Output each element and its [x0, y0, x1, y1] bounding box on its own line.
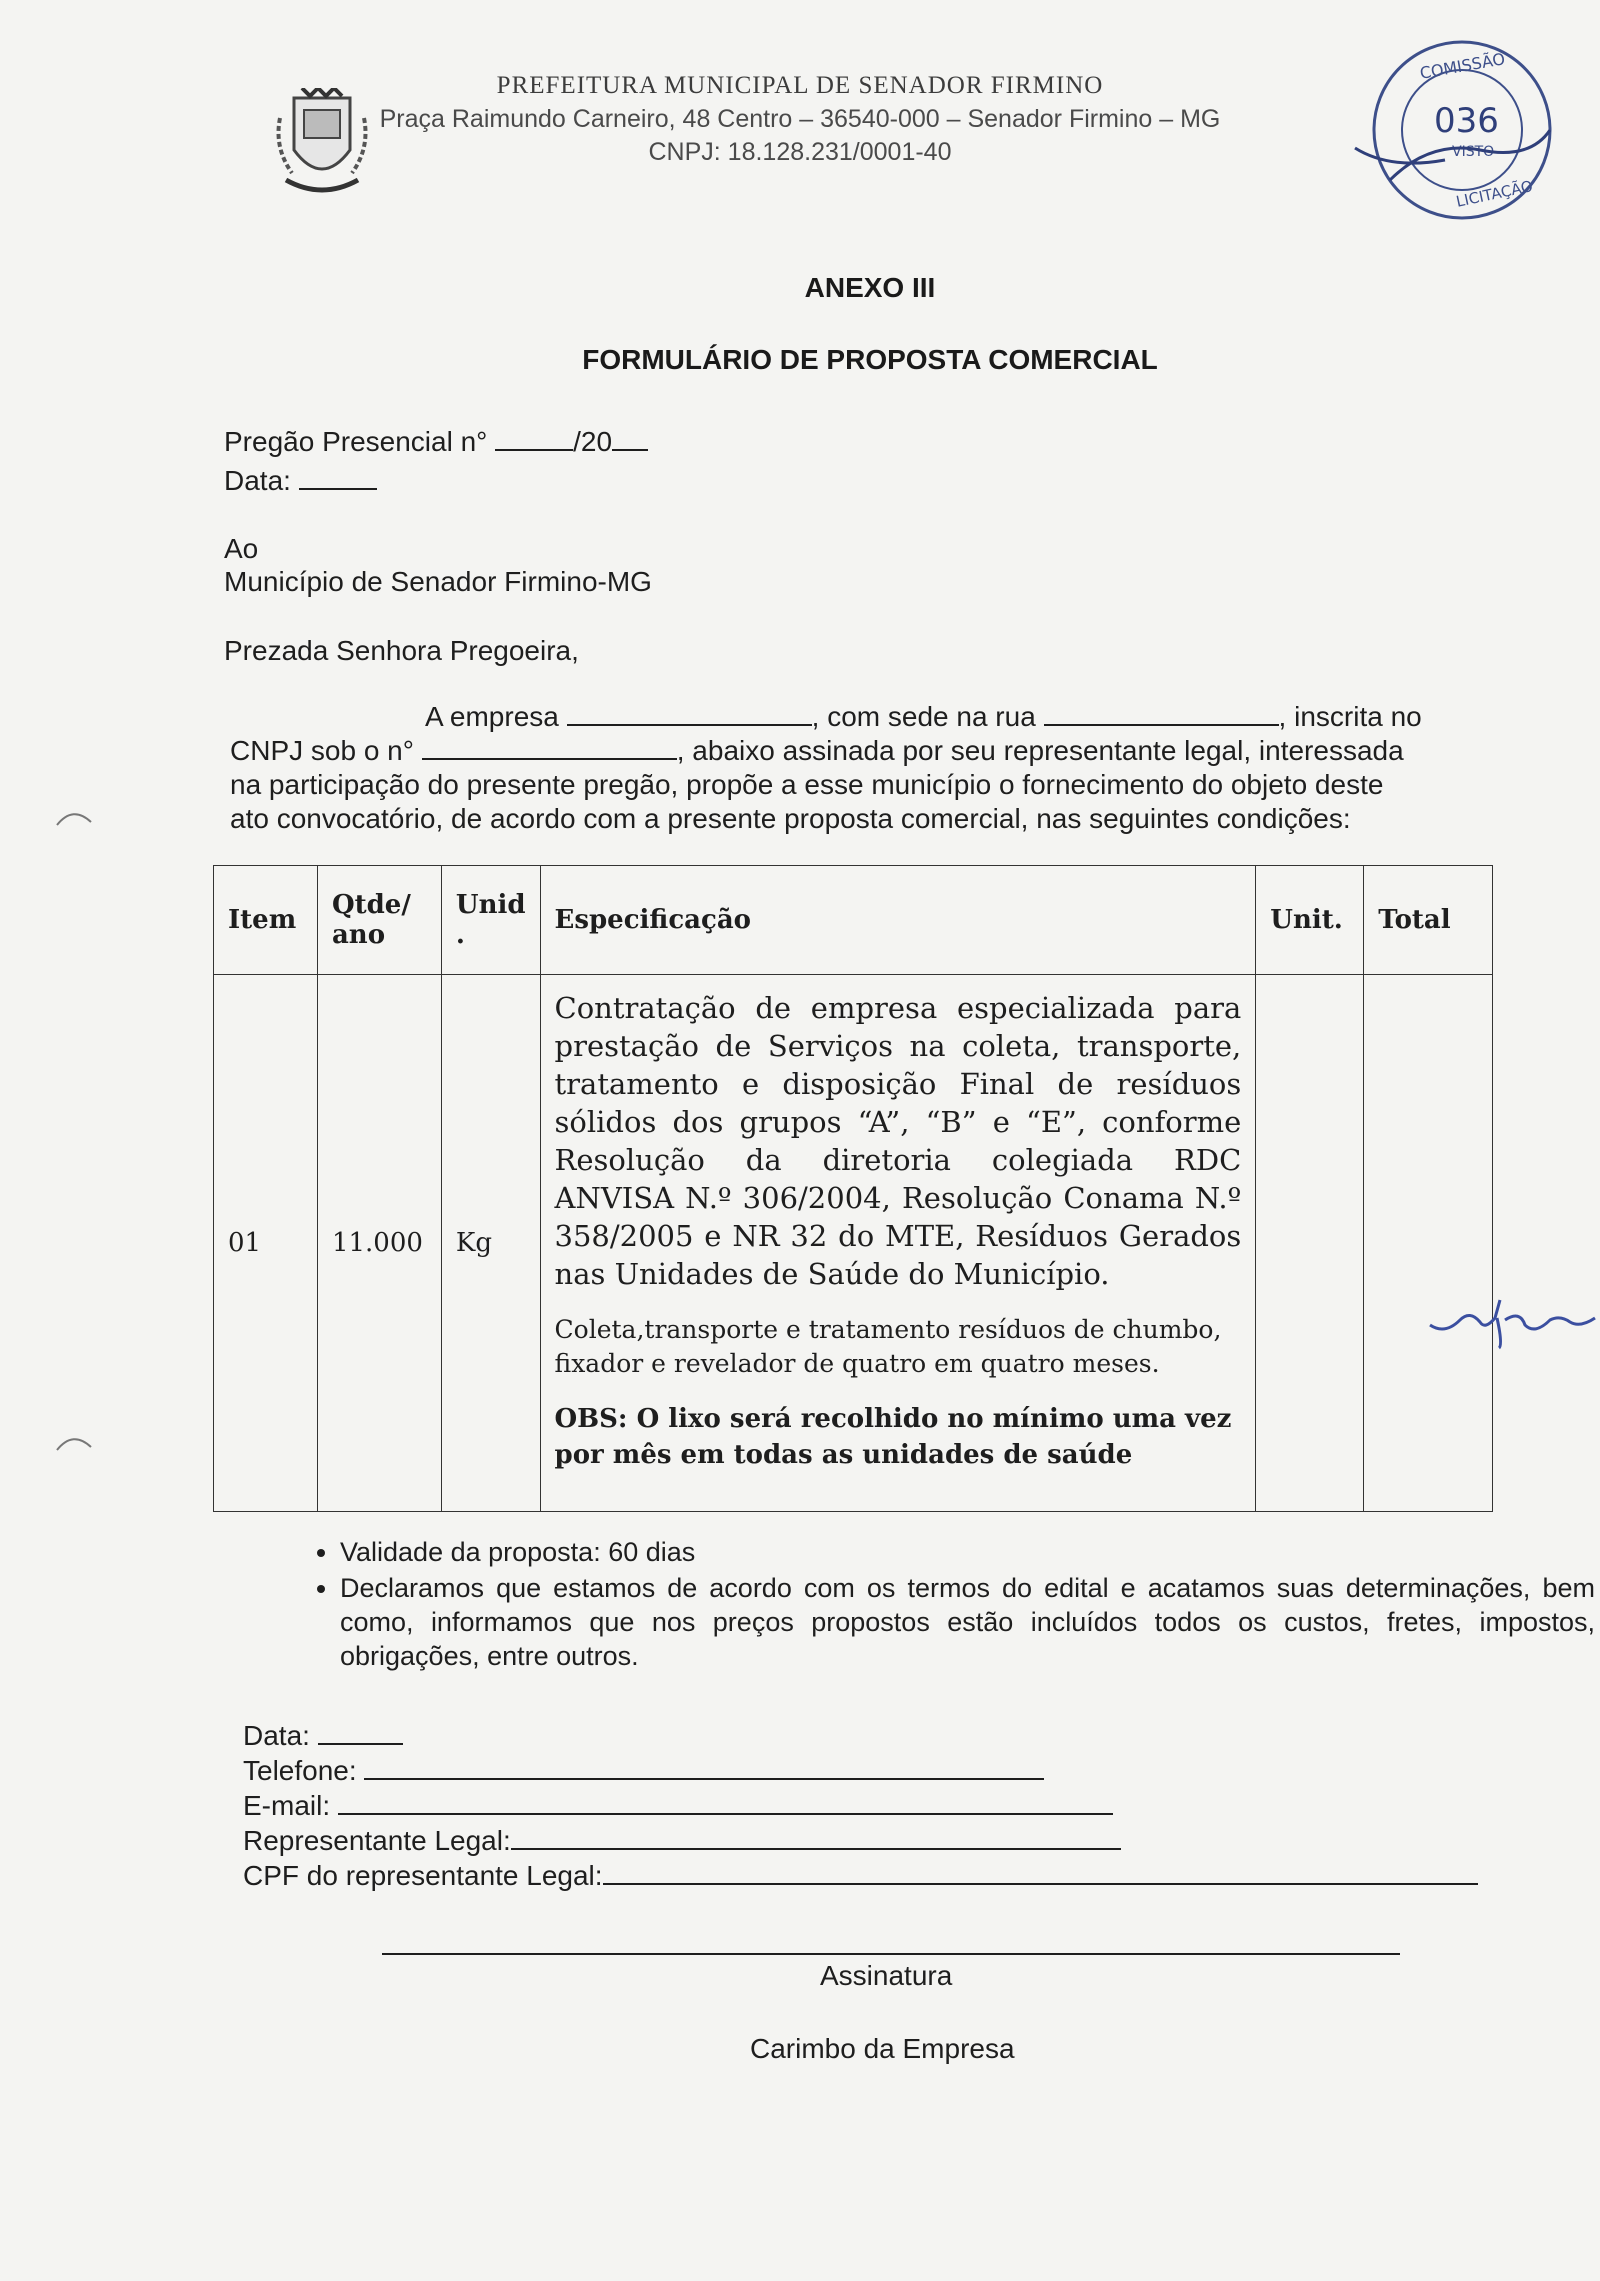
- conditions-list: [285, 1535, 1595, 1675]
- pregao-field: [224, 426, 648, 458]
- intro-inscrita: , inscrita no: [1278, 701, 1422, 732]
- footer-date-label: Data:: [243, 1720, 310, 1751]
- letterhead-cnpj: CNPJ: 18.128.231/0001-40: [648, 138, 952, 166]
- cell-item: 01: [214, 975, 318, 1512]
- margin-mark-icon: [55, 1425, 95, 1455]
- footer-date-blank[interactable]: [318, 1742, 403, 1745]
- intro-line3: na participação do presente pregão, propõe a esse município o fornecimento do objeto deste: [230, 769, 1384, 800]
- footer-representative-field: [243, 1825, 1121, 1857]
- form-title: FORMULÁRIO DE PROPOSTA COMERCIAL: [582, 344, 1158, 375]
- proposal-table: [213, 865, 1493, 1512]
- cell-unid: Kg: [441, 975, 540, 1512]
- footer-email-blank[interactable]: [338, 1812, 1113, 1815]
- header-spec: Especificação: [540, 866, 1256, 975]
- header-total: Total: [1364, 866, 1493, 975]
- spec-second-text: Coleta,transporte e tratamento resíduos de chumbo, fixador e revelador de quatro em quatro meses.: [554, 1315, 1222, 1378]
- condition-validity: • Validade da proposta: 60 dias: [340, 1535, 1595, 1569]
- addressee-line1: Ao: [224, 533, 259, 564]
- intro-com-sede: , com sede na rua: [811, 701, 1036, 732]
- intro-paragraph: [230, 700, 1520, 836]
- stamp-bottom-text: LICITAÇÃO: [1454, 177, 1535, 211]
- footer-phone-blank[interactable]: [364, 1777, 1044, 1780]
- signature-label: Assinatura: [820, 1960, 953, 1991]
- header-qtde: Qtde/ ano: [317, 866, 441, 975]
- handwritten-initials: [1425, 1290, 1600, 1350]
- intro-line4: ato convocatório, de acordo com a presente proposta comercial, nas seguintes condições:: [230, 803, 1351, 834]
- spec-obs-text: OBS: O lixo será recolhido no mínimo uma vez por mês em todas as unidades de saúde: [554, 1404, 1232, 1470]
- cell-total[interactable]: [1364, 975, 1493, 1512]
- table-header-row: [214, 866, 1493, 975]
- date-blank[interactable]: [299, 487, 377, 490]
- footer-phone-label: Telefone:: [243, 1755, 357, 1786]
- stamp-top-text: COMISSÃO: [1418, 49, 1507, 83]
- annex-heading: ANEXO III: [804, 272, 936, 303]
- stamp-number: 036: [1434, 101, 1499, 141]
- footer-representative-blank[interactable]: [511, 1847, 1121, 1850]
- letterhead-title: PREFEITURA MUNICIPAL DE SENADOR FIRMINO: [496, 72, 1104, 99]
- footer-cpf-label: CPF do representante Legal:: [243, 1860, 603, 1891]
- signature-line[interactable]: [382, 1953, 1400, 1955]
- footer-phone-field: [243, 1755, 1044, 1787]
- street-blank[interactable]: [1044, 723, 1279, 726]
- margin-mark-icon: [55, 800, 95, 830]
- addressee-line2: Município de Senador Firmino-MG: [224, 566, 652, 597]
- header-unid: Unid .: [441, 866, 540, 975]
- footer-date-field: [243, 1720, 403, 1752]
- table-row: [214, 975, 1493, 1512]
- pregao-label: Pregão Presencial n°: [224, 426, 488, 457]
- header-unit: Unit.: [1256, 866, 1364, 975]
- stamp-mid-text: VISTO: [1452, 144, 1495, 160]
- letterhead-address: Praça Raimundo Carneiro, 48 Centro – 36540-000 – Senador Firmino – MG: [379, 105, 1221, 133]
- intro-abaixo: , abaixo assinada por seu representante legal, interessada: [676, 735, 1404, 766]
- greeting: Prezada Senhora Pregoeira,: [224, 635, 579, 666]
- intro-a-empresa: A empresa: [425, 701, 559, 732]
- footer-cpf-field: [243, 1860, 1478, 1892]
- footer-email-field: [243, 1790, 1113, 1822]
- footer-email-label: E-mail:: [243, 1790, 331, 1821]
- footer-cpf-blank[interactable]: [603, 1882, 1478, 1885]
- condition-declaration: • Declaramos que estamos de acordo com os termos do edital e acatamos suas determinações, bem como, informamos que nos preços propostos estão incluídos todos os custos, fretes, impostos, obrigações, entre outros.: [340, 1571, 1595, 1673]
- cell-spec: [540, 975, 1256, 1512]
- company-name-blank[interactable]: [567, 723, 812, 726]
- company-stamp-label: Carimbo da Empresa: [750, 2033, 1015, 2064]
- header-item: Item: [214, 866, 318, 975]
- cell-qtde: 11.000: [317, 975, 441, 1512]
- cell-unit[interactable]: [1256, 975, 1364, 1512]
- intro-cnpj-label: CNPJ sob o n°: [230, 735, 414, 766]
- date-field: [224, 465, 377, 497]
- footer-representative-label: Representante Legal:: [243, 1825, 511, 1856]
- pregao-number-blank[interactable]: [495, 448, 573, 451]
- cnpj-blank[interactable]: [422, 757, 677, 760]
- licitacao-stamp: [1350, 30, 1560, 220]
- date-label: Data:: [224, 465, 291, 496]
- pregao-year: /20: [573, 426, 613, 457]
- spec-main-text: Contratação de empresa especializada para prestação de Serviços na coleta, transporte, tratamento e disposição Final de resíduos sólidos dos grupos “A”, “B” e “E”, conforme Resolução da diretoria colegiada RDC ANVISA N.º 306/2004, Resolução Conama N.º 358/2005 e NR 32 do MTE, Resíduos Gerados nas Unidades de Saúde do Município.: [554, 991, 1242, 1291]
- pregao-year-blank[interactable]: [612, 448, 648, 451]
